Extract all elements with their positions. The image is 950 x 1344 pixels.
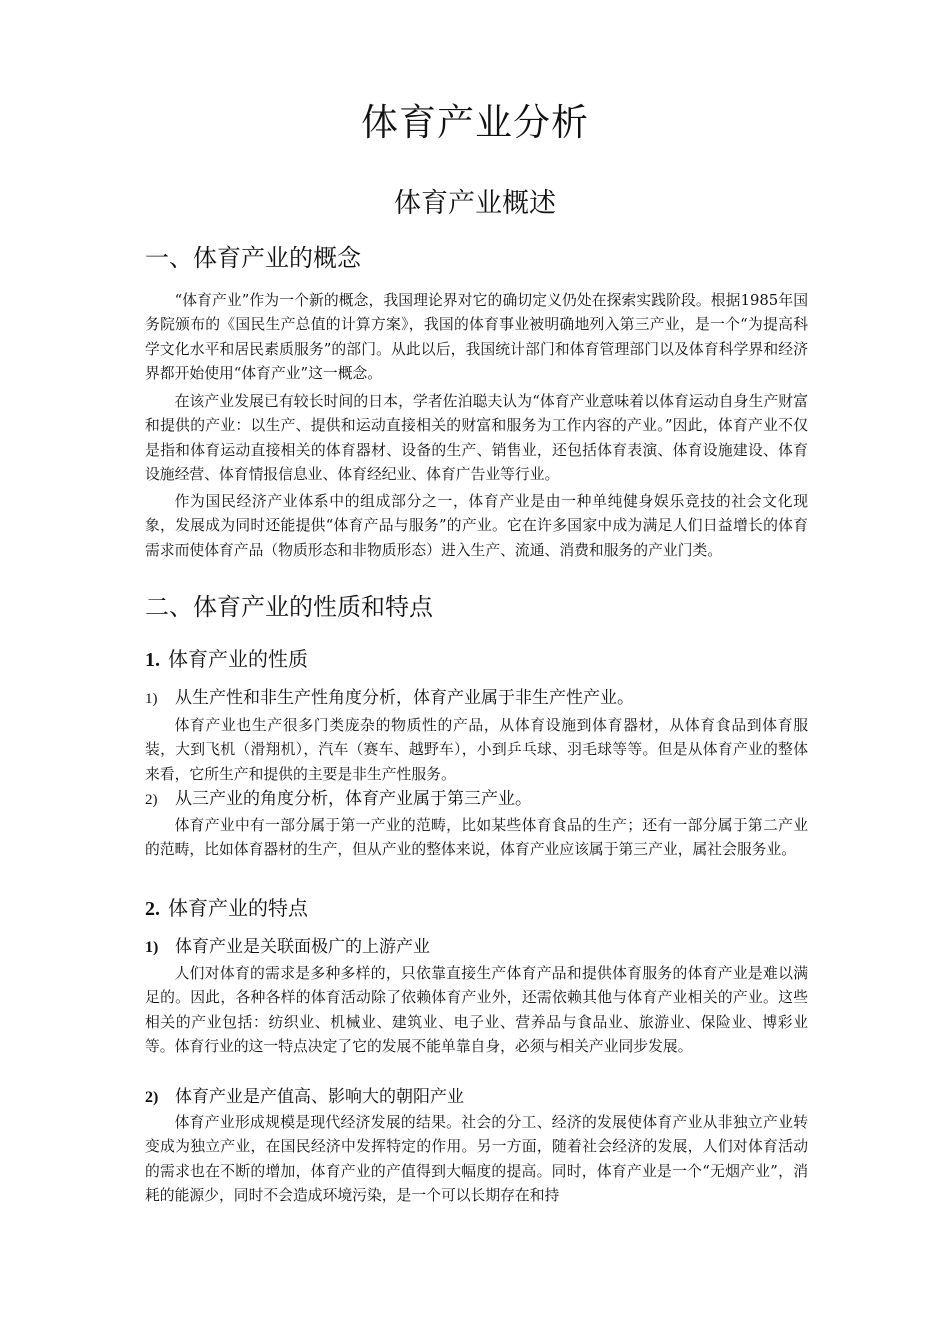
section-heading-concept: 一、体育产业的概念: [145, 244, 361, 272]
paragraph-tertiary: 体育产业中有一部分属于第一产业的范畴，比如某些体育食品的生产；还有一部分属于第二产业的范畴，比如体育器材的生产，但从产业的整体来说，体育产业应该属于第三产业，属社会服务业。: [145, 817, 808, 859]
item-number: 2): [145, 792, 158, 808]
document-subtitle: 体育产业概述: [394, 188, 556, 219]
document-title: 体育产业分析: [361, 101, 589, 144]
paragraph-sunrise: 体育产业形成规模是现代经济发展的结果。社会的分工、经济的发展使体育产业从非独立产业转变成为独立产业，在国民经济中发挥特定的作用。另一方面，随着社会经济的发展，人们对体育活动的需求也在不断的增加，体育产业的产值得到大幅度的提高。同时，体育产业是一个“无烟产业”，消耗的能源少，同时不会造成环境污染，是一个可以长期存在和持: [145, 1114, 808, 1205]
subsection-heading-nature: [145, 644, 308, 675]
item-heading-sunrise: [145, 1084, 464, 1111]
item-number: 2): [145, 1089, 159, 1106]
item-title: 体育产业是产值高、影响大的朝阳产业: [175, 1087, 464, 1107]
paragraph-upstream: 人们对体育的需求是多种多样的，只依靠直接生产体育产品和提供体育服务的体育产业是难以满足的。因此，各种各样的体育活动除了依赖体育产业外，还需依赖其他与体育产业相关的产业。这些相关的产业包括：纺织业、机械业、建筑业、电子业、营养品与食品业、旅游业、保险业、博彩业等。体育行业的这一特点决定了它的发展不能单靠自身，必须与相关产业同步发展。: [145, 965, 808, 1056]
item-heading-tertiary: [145, 786, 532, 813]
subsection-title: 体育产业的性质: [168, 647, 308, 671]
subsection-number: 2.: [145, 898, 160, 920]
paragraph-nonproductive: 体育产业也生产很多门类庞杂的物质性的产品，从体育设施到体育器材，从体育食品到体育服装，大到飞机（滑翔机），汽车（赛车、越野车），小到乒乓球、羽毛球等等。但是从体育产业的整体来看，它所生产和提供的主要是非生产性服务。: [145, 717, 808, 783]
subsection-title: 体育产业的特点: [168, 896, 308, 920]
paragraph-concept-1: “体育产业”作为一个新的概念，我国理论界对它的确切定义仍处在探索实践阶段。根据1985年国务院颁布的《国民生产总值的计算方案》，我国的体育事业被明确地列入第三产业，是一个“为提高科学文化水平和居民素质服务”的部门。从此以后，我国统计部门和体育管理部门以及体育科学界和经济界都开始使用“体育产业”这一概念。: [145, 292, 808, 383]
item-title: 从生产性和非生产性角度分析，体育产业属于非生产性产业。: [175, 688, 634, 708]
section-heading-nature: 二、体育产业的性质和特点: [145, 593, 433, 621]
subsection-number: 1.: [145, 649, 160, 671]
item-number: 1): [145, 691, 158, 707]
subsection-heading-features: [145, 893, 308, 924]
item-heading-nonproductive: [145, 685, 634, 712]
item-heading-upstream: [145, 934, 430, 961]
paragraph-concept-3: 作为国民经济产业体系中的组成部分之一，体育产业是由一种单纯健身娱乐竞技的社会文化现象，发展成为同时还能提供“体育产品与服务”的产业。它在许多国家中成为满足人们日益增长的体育需求而使体育产品（物质形态和非物质形态）进入生产、流通、消费和服务的产业门类。: [145, 493, 808, 559]
item-title: 体育产业是关联面极广的上游产业: [175, 937, 430, 957]
paragraph-concept-2: 在该产业发展已有较长时间的日本，学者佐泊聪夫认为“体育产业意味着以体育运动自身生产财富和提供的产业：以生产、提供和运动直接相关的财富和服务为工作内容的产业。”因此，体育产业不仅是指和体育运动直接相关的体育器材、设备的生产、销售业，还包括体育表演、体育设施建设、体育设施经营、体育情报信息业、体育经纪业、体育广告业等行业。: [145, 393, 808, 484]
item-title: 从三产业的角度分析，体育产业属于第三产业。: [175, 789, 532, 809]
item-number: 1): [145, 939, 159, 956]
